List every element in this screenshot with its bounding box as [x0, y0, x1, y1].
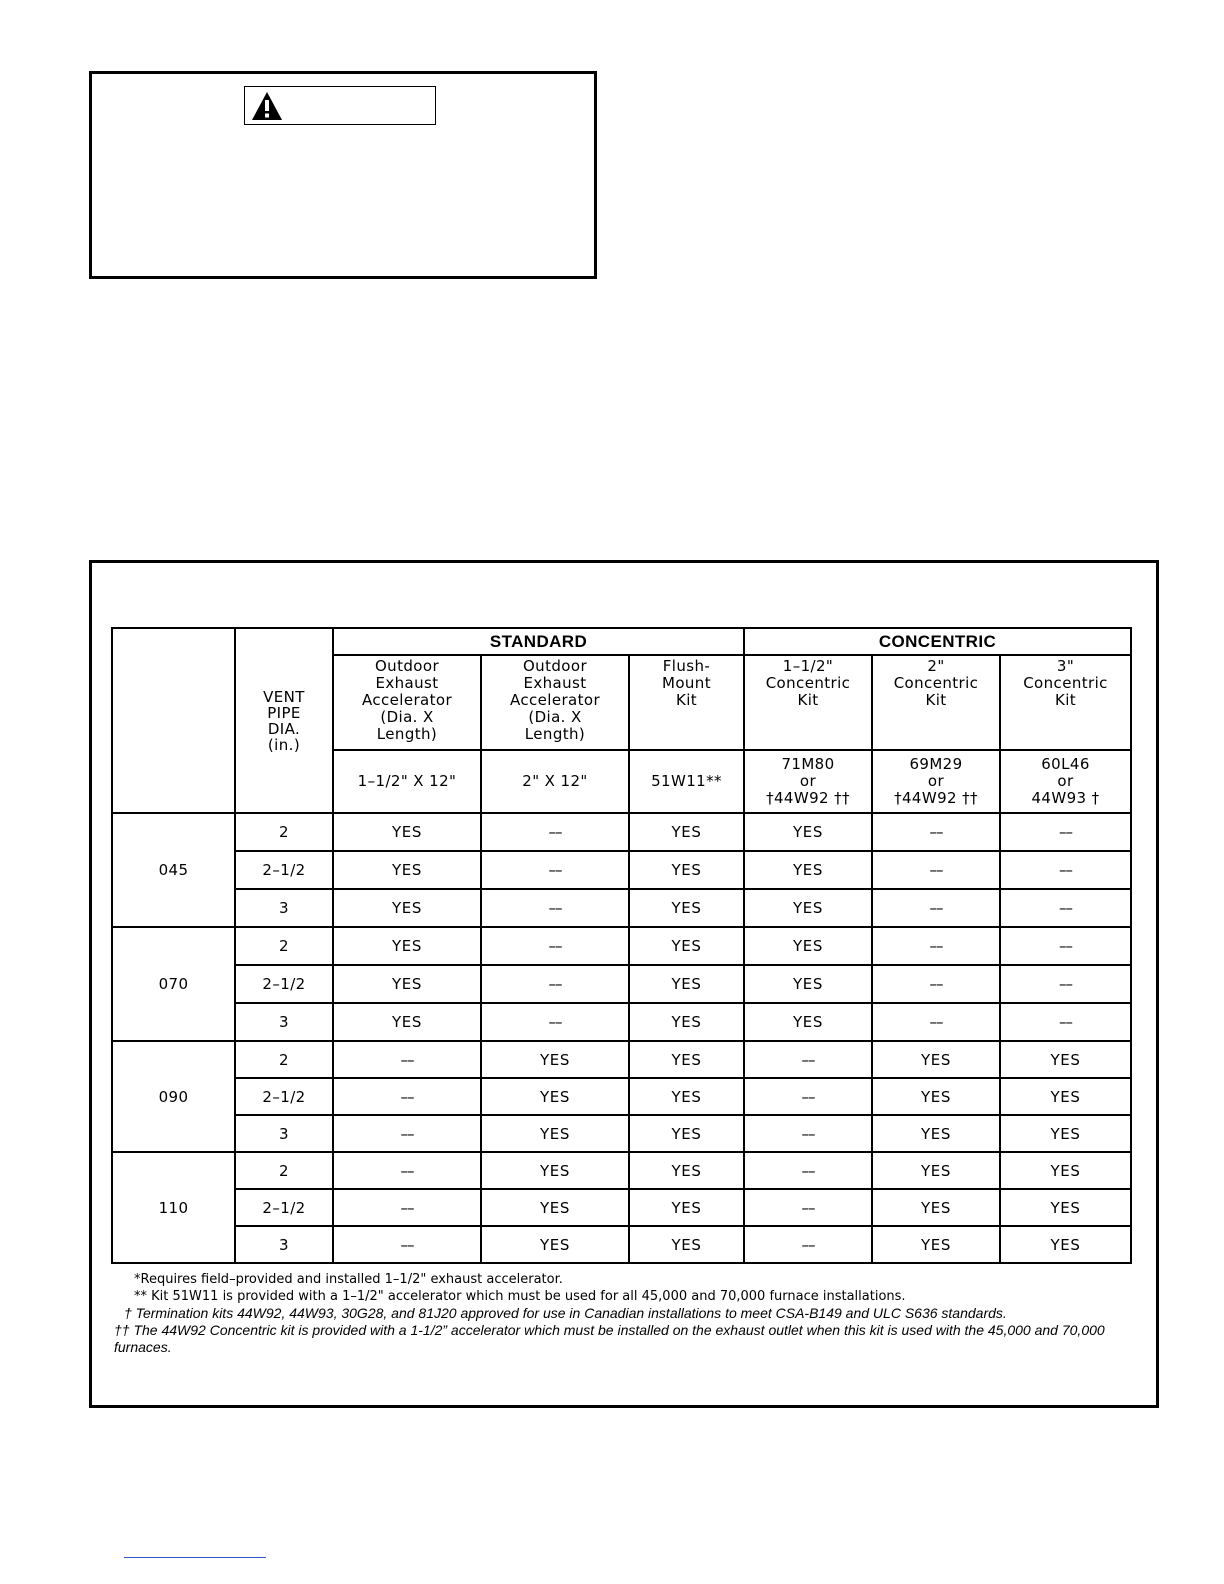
table-row: [112, 1003, 1131, 1041]
header-row-groups: [112, 628, 1131, 655]
column-description-line: Kit: [675, 691, 698, 709]
header-corner-cell: [112, 628, 235, 813]
value-cell: ––: [744, 1152, 872, 1189]
value-cell: ––: [481, 927, 629, 965]
value-cell: YES: [872, 1078, 1000, 1115]
value-cell: ––: [333, 1152, 481, 1189]
vent-diameter-cell: 3: [235, 889, 333, 927]
vent-diameter-cell: 2–1/2: [235, 1189, 333, 1226]
column-description-text: [482, 656, 628, 743]
column-description-line: Exhaust: [523, 674, 587, 692]
vent-kit-table-box: [89, 560, 1159, 1408]
value-cell: YES: [872, 1041, 1000, 1078]
value-cell: YES: [872, 1115, 1000, 1152]
warning-label: [244, 86, 436, 125]
value-cell: ––: [1000, 889, 1131, 927]
column-description-line: Flush-: [662, 657, 711, 675]
table-row: [112, 851, 1131, 889]
value-cell: ––: [333, 1078, 481, 1115]
value-cell: ––: [1000, 1003, 1131, 1041]
value-cell: YES: [481, 1078, 629, 1115]
kit-number-line: 2" X 12": [522, 772, 588, 790]
column-description-line: Accelerator: [361, 691, 453, 709]
column-description: [333, 655, 481, 750]
value-cell: YES: [872, 1189, 1000, 1226]
kit-number-line: or: [1057, 772, 1074, 790]
value-cell: YES: [744, 889, 872, 927]
column-description: [872, 655, 1000, 750]
value-cell: ––: [744, 1041, 872, 1078]
value-cell: YES: [333, 889, 481, 927]
value-cell: ––: [1000, 965, 1131, 1003]
table-row: [112, 1115, 1131, 1152]
value-cell: YES: [481, 1041, 629, 1078]
value-cell: YES: [481, 1226, 629, 1263]
value-cell: YES: [1000, 1115, 1131, 1152]
value-cell: YES: [629, 965, 744, 1003]
column-description-line: Outdoor: [522, 657, 588, 675]
kit-number-line: or: [799, 772, 817, 790]
vent-pipe-header-line: (in.): [267, 735, 301, 754]
value-cell: YES: [629, 1226, 744, 1263]
table-notes: [114, 1271, 1124, 1356]
value-cell: ––: [744, 1226, 872, 1263]
value-cell: ––: [872, 927, 1000, 965]
column-description-line: 1–1/2": [782, 657, 834, 675]
column-description: [629, 655, 744, 750]
table-row: [112, 889, 1131, 927]
vent-pipe-header: [235, 628, 333, 813]
value-cell: YES: [629, 1078, 744, 1115]
group-header-concentric: CONCENTRIC: [744, 628, 1131, 655]
value-cell: ––: [481, 889, 629, 927]
value-cell: YES: [629, 813, 744, 851]
value-cell: ––: [872, 1003, 1000, 1041]
table-row: [112, 1226, 1131, 1263]
value-cell: YES: [333, 965, 481, 1003]
value-cell: YES: [333, 851, 481, 889]
value-cell: ––: [872, 965, 1000, 1003]
column-description-line: (Dia. X: [380, 708, 434, 726]
value-cell: YES: [744, 965, 872, 1003]
value-cell: ––: [744, 1115, 872, 1152]
value-cell: YES: [1000, 1078, 1131, 1115]
kit-number-line: †44W92 ††: [766, 789, 850, 807]
column-description-line: Kit: [925, 691, 947, 709]
column-description-line: Kit: [1054, 691, 1077, 709]
value-cell: ––: [333, 1115, 481, 1152]
column-description: [481, 655, 629, 750]
value-cell: YES: [744, 813, 872, 851]
vent-diameter-cell: 2–1/2: [235, 1078, 333, 1115]
table-row: [112, 927, 1131, 965]
column-description-line: 3": [1056, 657, 1075, 675]
model-cell: 070: [112, 927, 235, 1041]
kit-number: [481, 750, 629, 813]
value-cell: ––: [872, 813, 1000, 851]
column-description: [744, 655, 872, 750]
group-header-standard: STANDARD: [333, 628, 744, 655]
value-cell: YES: [333, 1003, 481, 1041]
value-cell: YES: [1000, 1189, 1131, 1226]
vent-diameter-cell: 2–1/2: [235, 851, 333, 889]
column-description-text: [630, 656, 743, 709]
value-cell: YES: [744, 1003, 872, 1041]
value-cell: ––: [1000, 927, 1131, 965]
warning-triangle-icon: [251, 91, 283, 121]
value-cell: ––: [333, 1189, 481, 1226]
model-cell: 045: [112, 813, 235, 927]
vent-kit-table: [111, 627, 1132, 1264]
column-description-text: [334, 656, 480, 743]
value-cell: YES: [333, 927, 481, 965]
column-description-text: [1001, 656, 1130, 709]
table-row: [112, 1152, 1131, 1189]
column-description-line: Exhaust: [375, 674, 439, 692]
value-cell: YES: [744, 851, 872, 889]
vent-diameter-cell: 3: [235, 1115, 333, 1152]
vent-pipe-header-line: VENT: [263, 687, 305, 706]
vent-diameter-cell: 2: [235, 1152, 333, 1189]
vent-diameter-cell: 3: [235, 1226, 333, 1263]
value-cell: YES: [629, 1041, 744, 1078]
kit-number: [872, 750, 1000, 813]
table-row: [112, 965, 1131, 1003]
table-note: ** Kit 51W11 is provided with a 1–1/2" accelerator which must be used for all 45,000 and 70,000 furnace installations.: [134, 1289, 906, 1304]
kit-number-line: 71M80: [781, 755, 835, 773]
table-row: [112, 1078, 1131, 1115]
value-cell: YES: [629, 1189, 744, 1226]
vent-diameter-cell: 2–1/2: [235, 965, 333, 1003]
kit-number: [744, 750, 872, 813]
kit-number: [629, 750, 744, 813]
column-description-line: Concentric: [893, 674, 979, 692]
footer-link-line: [124, 1557, 266, 1558]
model-cell: 090: [112, 1041, 235, 1152]
column-description-line: Outdoor: [374, 657, 440, 675]
column-description: [1000, 655, 1131, 750]
column-description-line: Concentric: [765, 674, 851, 692]
value-cell: YES: [629, 927, 744, 965]
kit-number-line: 1–1/2" X 12": [357, 772, 457, 790]
table-row: [112, 1189, 1131, 1226]
column-description-line: 2": [927, 657, 945, 675]
column-description-line: Mount: [661, 674, 711, 692]
value-cell: ––: [744, 1189, 872, 1226]
column-description-line: Concentric: [1023, 674, 1108, 692]
kit-number: [333, 750, 481, 813]
value-cell: ––: [481, 1003, 629, 1041]
warning-box: [89, 71, 597, 279]
column-description-line: Accelerator: [509, 691, 601, 709]
column-description-line: Kit: [797, 691, 819, 709]
kit-number-line: †44W92 ††: [894, 789, 978, 807]
vent-diameter-cell: 2: [235, 813, 333, 851]
value-cell: ––: [333, 1226, 481, 1263]
value-cell: ––: [481, 851, 629, 889]
table-note: *Requires field–provided and installed 1–1/2" exhaust accelerator.: [134, 1272, 563, 1287]
kit-number-line: 60L46: [1041, 755, 1090, 773]
value-cell: YES: [629, 1115, 744, 1152]
model-cell: 110: [112, 1152, 235, 1263]
kit-number-line: 44W93 †: [1031, 789, 1100, 807]
vent-pipe-header-line: PIPE: [267, 703, 301, 722]
kit-number: [1000, 750, 1131, 813]
value-cell: YES: [629, 851, 744, 889]
value-cell: ––: [333, 1041, 481, 1078]
value-cell: YES: [872, 1226, 1000, 1263]
value-cell: YES: [481, 1152, 629, 1189]
table-row: [112, 813, 1131, 851]
value-cell: YES: [1000, 1226, 1131, 1263]
value-cell: YES: [481, 1189, 629, 1226]
value-cell: ––: [481, 813, 629, 851]
value-cell: ––: [744, 1078, 872, 1115]
value-cell: YES: [629, 1152, 744, 1189]
value-cell: ––: [481, 965, 629, 1003]
vent-diameter-cell: 2: [235, 927, 333, 965]
value-cell: YES: [333, 813, 481, 851]
value-cell: YES: [744, 927, 872, 965]
kit-number-line: 51W11**: [651, 772, 722, 790]
column-description-text: [873, 656, 999, 709]
kit-number-line: or: [927, 772, 945, 790]
column-description-line: (Dia. X: [528, 708, 582, 726]
vent-diameter-cell: 2: [235, 1041, 333, 1078]
value-cell: YES: [1000, 1041, 1131, 1078]
value-cell: ––: [872, 889, 1000, 927]
table-note: † Termination kits 44W92, 44W93, 30G28, and 81J20 approved for use in Canadian installations to meet CSA-B149 and ULC S636 standards.: [124, 1305, 1007, 1321]
column-description-text: [745, 656, 871, 709]
value-cell: ––: [1000, 851, 1131, 889]
column-description-line: Length): [376, 725, 438, 743]
vent-diameter-cell: 3: [235, 1003, 333, 1041]
column-description-line: Length): [524, 725, 586, 743]
value-cell: YES: [1000, 1152, 1131, 1189]
value-cell: YES: [481, 1115, 629, 1152]
table-row: [112, 1041, 1131, 1078]
value-cell: YES: [872, 1152, 1000, 1189]
value-cell: ––: [1000, 813, 1131, 851]
value-cell: ––: [872, 851, 1000, 889]
vent-pipe-header-line: DIA.: [267, 719, 301, 738]
table-note: †† The 44W92 Concentric kit is provided with a 1-1/2” accelerator which must be installed on the exhaust outlet when this kit is used with the 45,000 and 70,000 furnaces.: [114, 1322, 1105, 1355]
value-cell: YES: [629, 1003, 744, 1041]
value-cell: YES: [629, 889, 744, 927]
kit-number-line: 69M29: [909, 755, 963, 773]
